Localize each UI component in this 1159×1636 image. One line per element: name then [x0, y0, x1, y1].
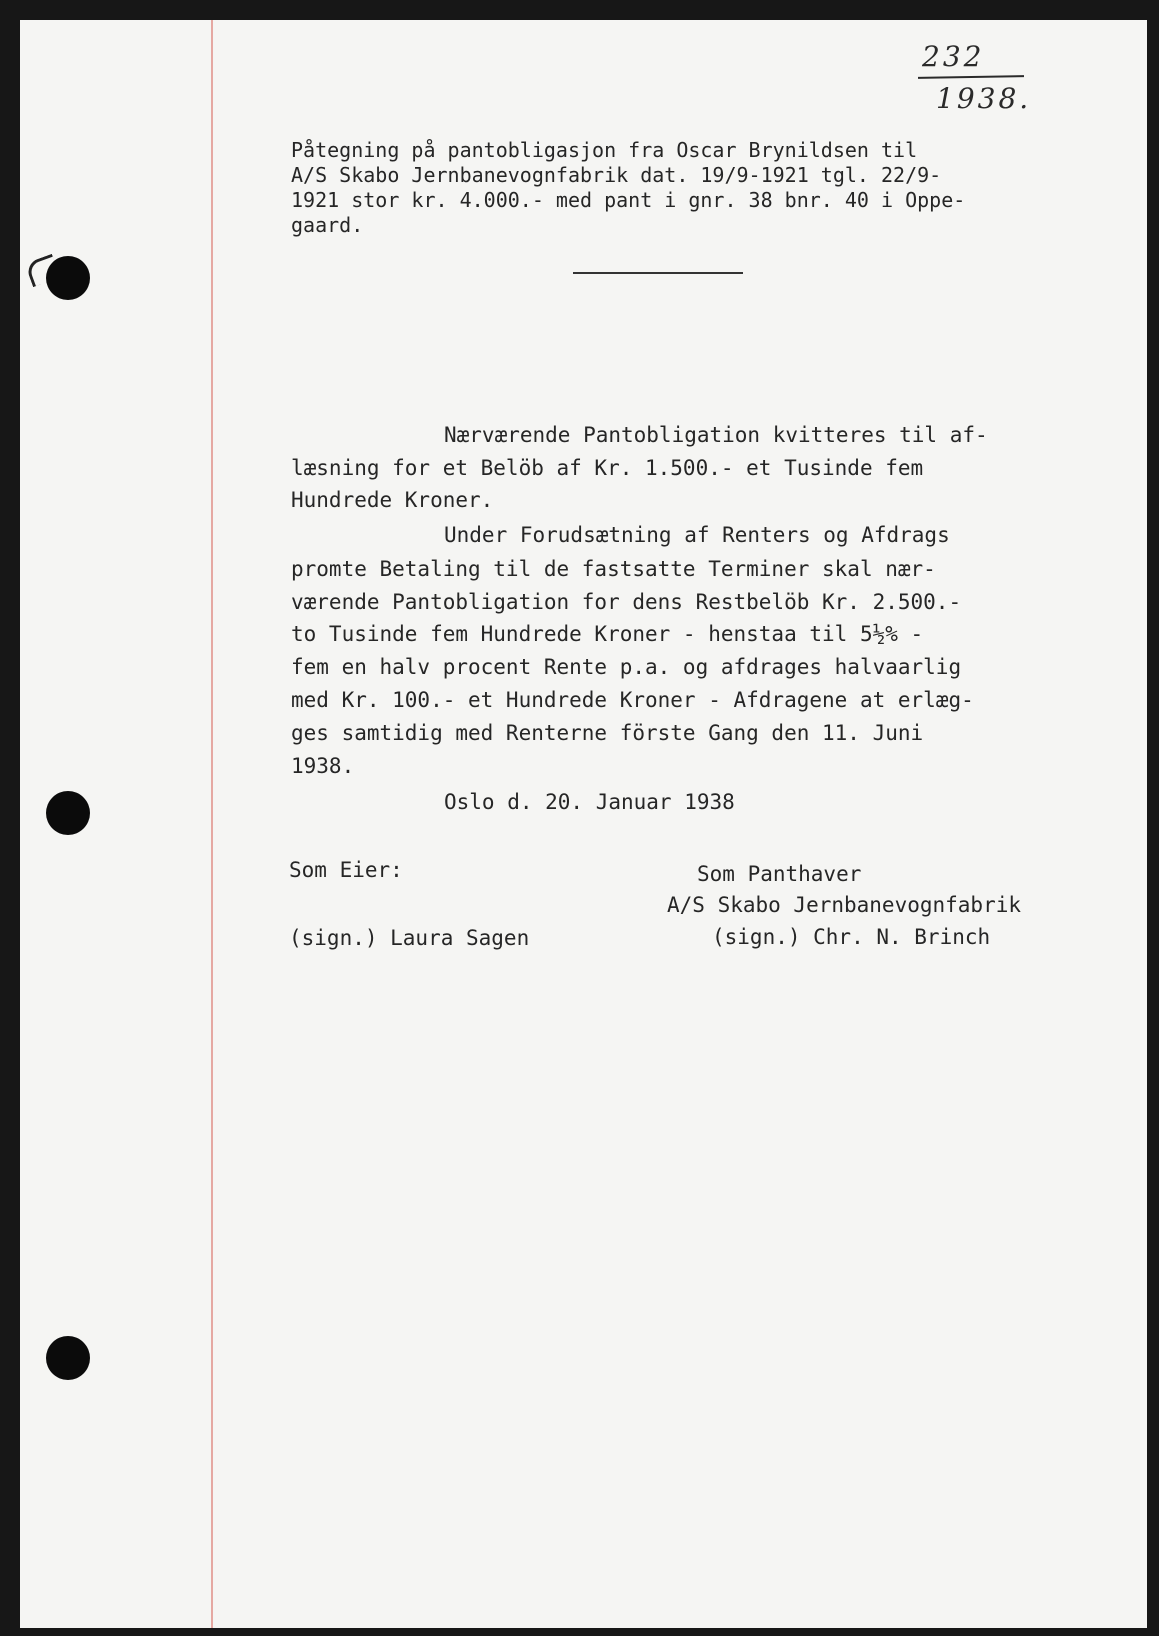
- punch-hole-icon: [46, 1336, 90, 1380]
- punch-hole-icon: [46, 256, 90, 300]
- place-date-line: Oslo d. 20. Januar 1938: [444, 790, 735, 814]
- heading-line: gaard.: [291, 213, 364, 237]
- body-line: fem en halv procent Rente p.a. og afdrages halvaarlig: [291, 655, 962, 679]
- mortgagee-company: A/S Skabo Jernbanevognfabrik: [667, 893, 1022, 917]
- punch-hole-icon: [46, 791, 90, 835]
- body-line: 1938.: [291, 754, 355, 778]
- owner-signature: (sign.) Laura Sagen: [289, 926, 530, 950]
- owner-label: Som Eier:: [289, 858, 403, 882]
- body-line: to Tusinde fem Hundrede Kroner - henstaa til 5½% -: [291, 622, 924, 646]
- mortgagee-signature: (sign.) Chr. N. Brinch: [712, 925, 991, 949]
- body-line: ges samtidig med Renterne förste Gang den 11. Juni: [291, 721, 924, 745]
- folio-number: 232: [922, 40, 985, 73]
- body-line: Hundrede Kroner.: [291, 488, 494, 512]
- body-line: Under Forudsætning af Renters og Afdrags: [444, 523, 950, 547]
- body-line: læsning for et Belöb af Kr. 1.500.- et Tusinde fem: [291, 456, 924, 480]
- body-line: værende Pantobligation for dens Restbelöb Kr. 2.500.-: [291, 590, 962, 614]
- heading-line: A/S Skabo Jernbanevognfabrik dat. 19/9-1921 tgl. 22/9-: [291, 163, 942, 187]
- body-line: med Kr. 100.- et Hundrede Kroner - Afdragene at erlæg-: [291, 688, 974, 712]
- mortgagee-label: Som Panthaver: [697, 862, 862, 886]
- body-line: Nærværende Pantobligation kvitteres til af-: [444, 423, 988, 447]
- document-sheet: [20, 20, 1147, 1628]
- folio-year: 1938.: [936, 82, 1032, 115]
- heading-line: 1921 stor kr. 4.000.- med pant i gnr. 38 bnr. 40 i Oppe-: [291, 188, 966, 212]
- section-divider: [573, 272, 743, 274]
- heading-line: Påtegning på pantobligasjon fra Oscar Brynildsen til: [291, 138, 918, 162]
- red-margin-line: [211, 20, 213, 1628]
- body-line: promte Betaling til de fastsatte Terminer skal nær-: [291, 557, 936, 581]
